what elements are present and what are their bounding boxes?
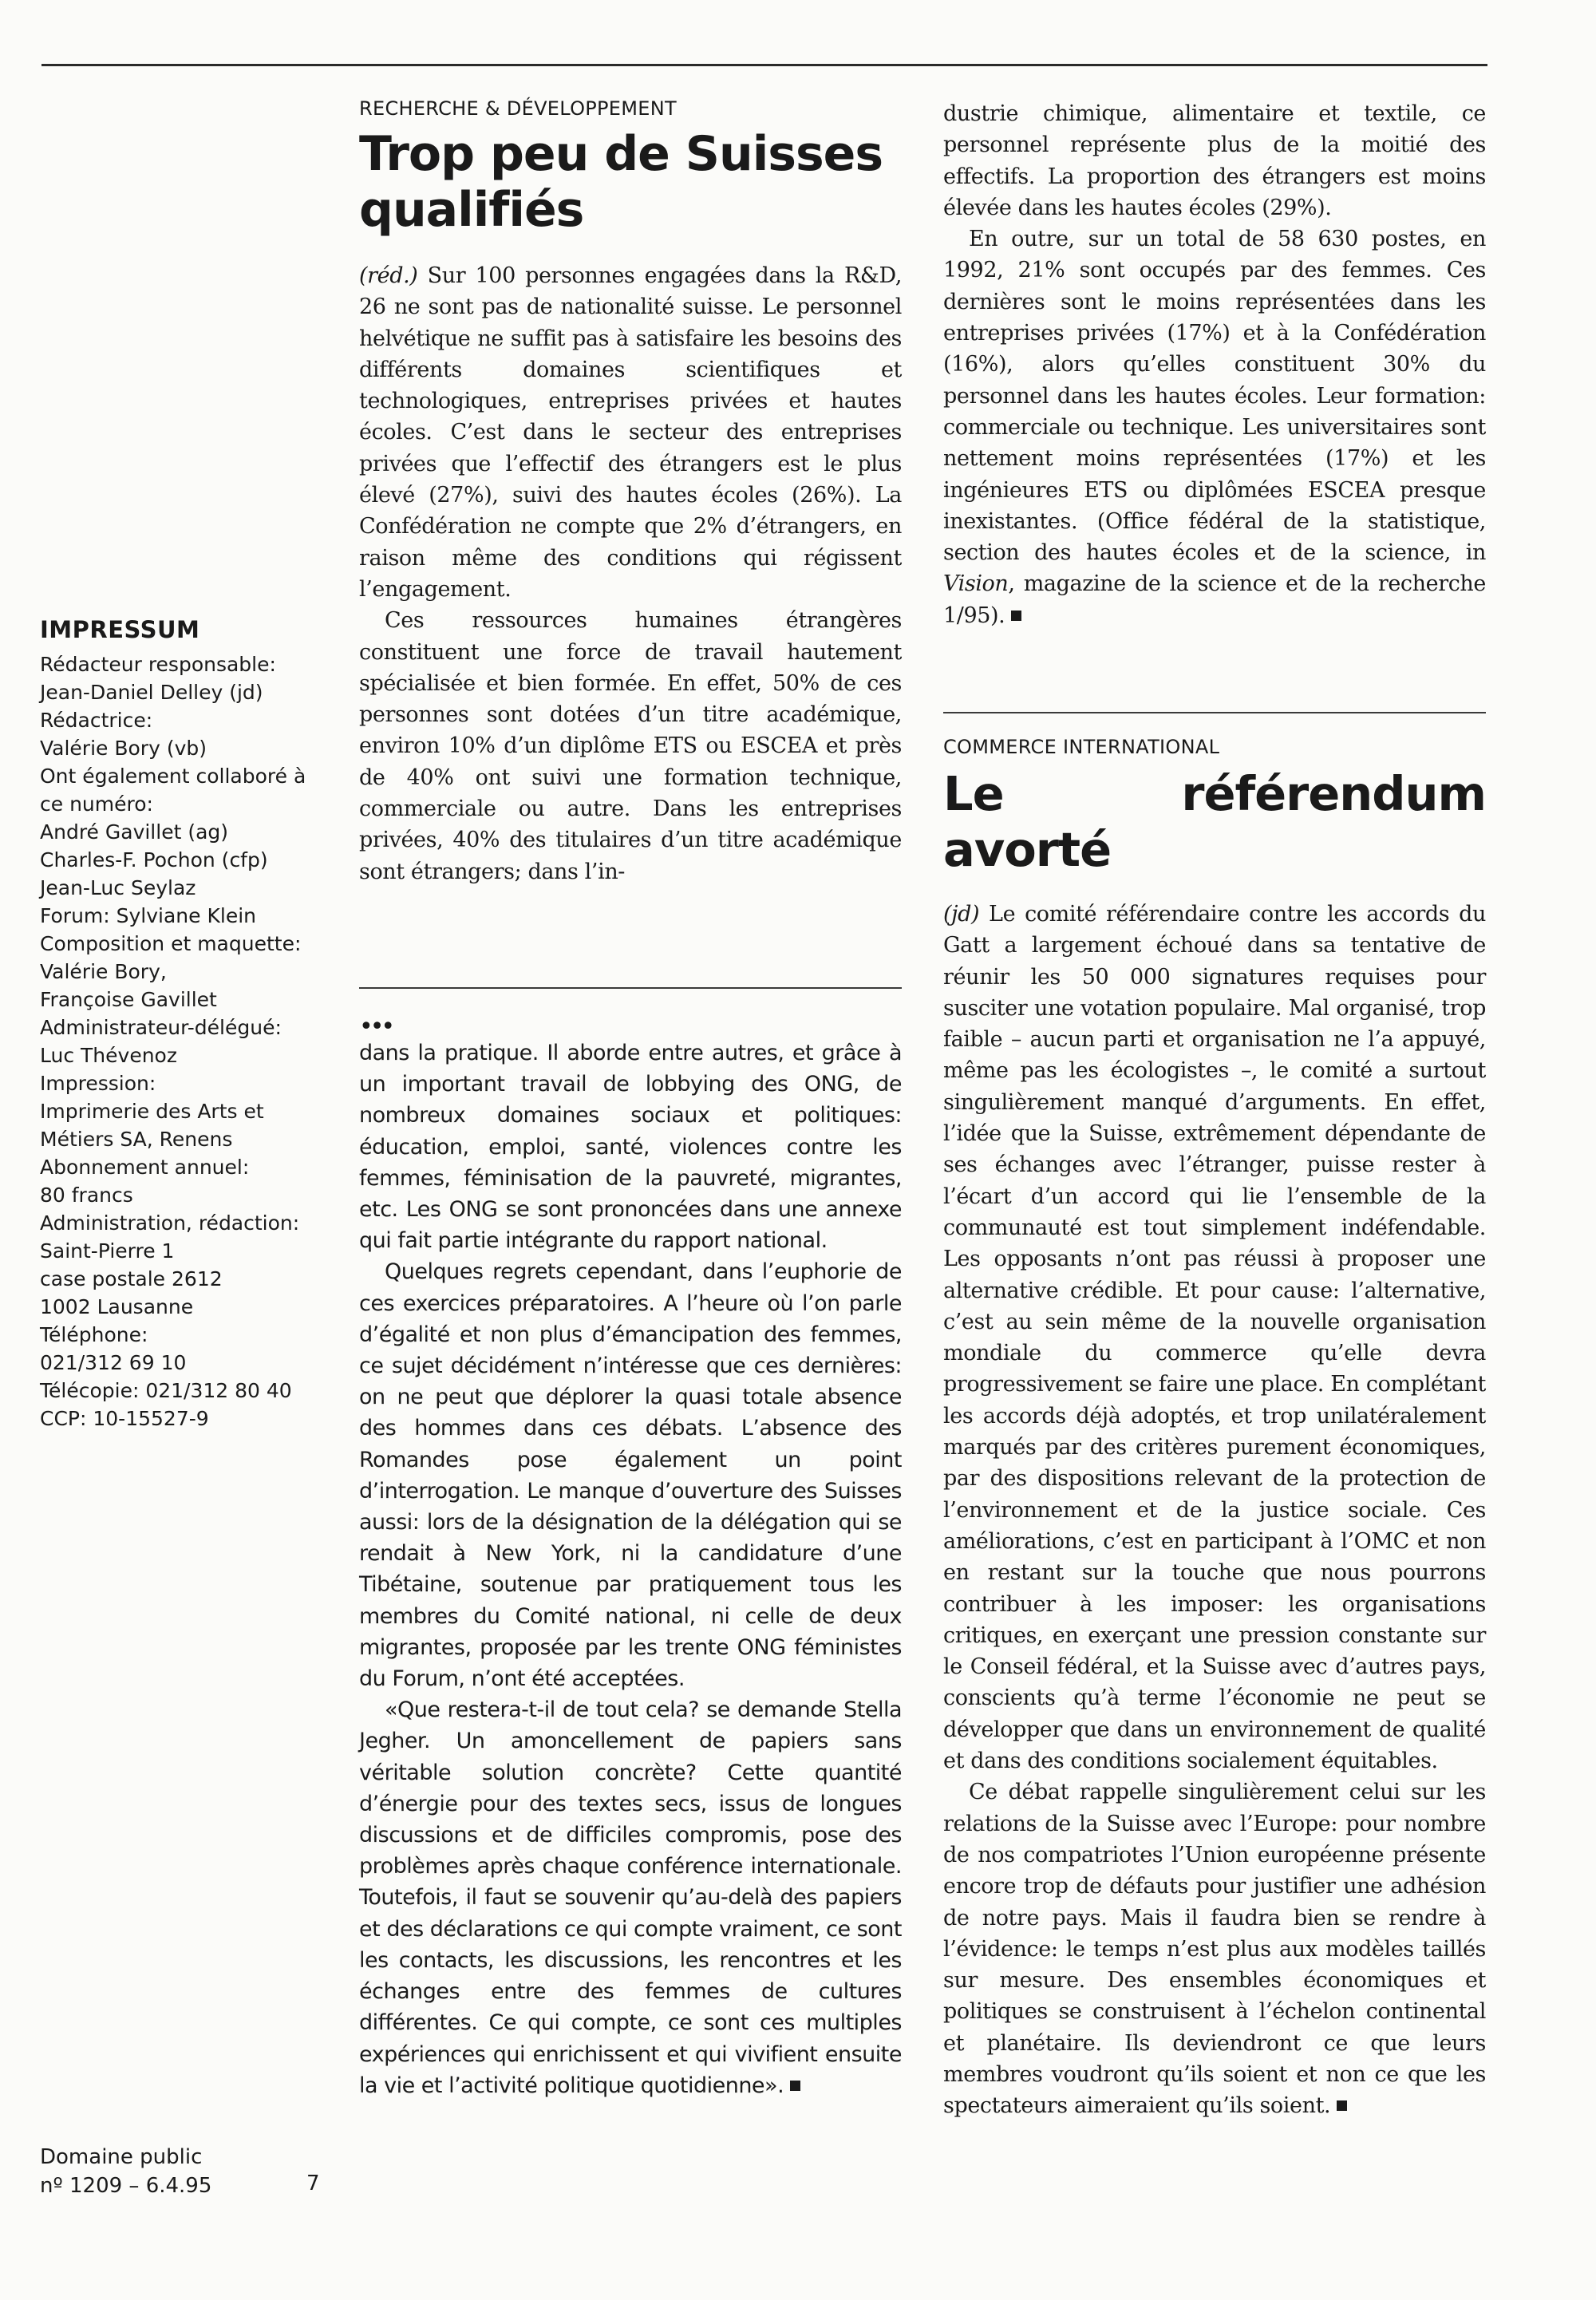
impressum-line: Forum: Sylviane Klein [40, 904, 256, 927]
impressum-line: Imprimerie des Arts et [40, 1100, 264, 1123]
article1-paragraph-text: En outre, sur un total de 58 630 postes, en 1992, 21% sont occupés par des femmes. Ces dernières sont le moins représentées dans les entreprises privées (17%) et à la Confédération (16%), alors qu’elles constituent 30% du personnel dans les hautes écoles. Leur formation: commerciale ou technique. Les universitaires sont nettement moins représentées (17%) et les ingénieures ETS ou diplômées ESCEA presque inexistantes. (Office fédéral de la statistique, section des hautes écoles et de la science, in [943, 227, 1486, 566]
impressum-line: Impression: [40, 1072, 156, 1095]
article1-kicker: RECHERCHE & DÉVELOPPEMENT [359, 97, 677, 120]
impressum-line: Composition et maquette: [40, 932, 302, 955]
impressum-line: Françoise Gavillet [40, 988, 217, 1011]
article2-title: Le référendum avorté [943, 766, 1486, 877]
top-rule [41, 64, 1487, 66]
article2-paragraph [943, 1776, 1486, 2121]
end-of-article-mark [790, 2081, 800, 2091]
article1-title-line2: qualifiés [359, 182, 584, 238]
article1-paragraph: dustrie chimique, alimentaire et textile, ce personnel représente plus de la moitié des effectifs. La proportion des étrangers est moins élevée dans les hautes écoles (29%). [943, 101, 1486, 220]
impressum-line: Abonnement annuel: [40, 1156, 250, 1179]
article1-paragraph-text: Sur 100 personnes engagées dans la R&D, 26 ne sont pas de nationalité suisse. Le personnel helvétique ne suffit pas à satisfaire les besoins des différents domaines scientifiques et technologiques, entreprises privées et hautes écoles. C’est dans le secteur des entreprises privées que l’effectif des étrangers est le plus élevé (27%), suivi des hautes écoles (26%). La Confédération ne compte que 2% d’étrangers, en raison même des conditions qui régissent l’engagement. [359, 263, 902, 602]
column-rule [359, 987, 902, 989]
article2-paragraph-text: Le comité référendaire contre les accords du Gatt a largement échoué dans sa tentative de réunir les 50 000 signatures requises pour susciter une votation populaire. Mal organisé, trop faible – aucun parti et organisation ne l’a appuyé, même pas les écologistes –, le comité a surtout singulièrement manqué d’arguments. En effet, l’idée que la Suisse, extrêmement dépendante de ses échanges avec l’étranger, puisse rester à l’écart d’un accord qui lie l’ensemble de la communauté est tout simplement indéfendable. Les opposants n’ont pas réussi à proposer une alternative crédible. Et pour cause: l’alternative, c’est au sein même de la nouvelle organisation mondiale du commerce qu’elle devra progressivement se faire une place. En complétant les accords déjà adoptés, et trop unilatéralement marqués par des critères purement économiques, par des dispositions relevant de la protection de l’environnement et de la justice sociale. Ces améliorations, c’est en participant à l’OMC et non en restant sur la touche que nous pourrons contribuer à les imposer: les organisations critiques, en exerçant une pression constante sur le Conseil fédéral, et la Suisse avec d’autres pays, conscients qu’à terme l’économie ne peut se développer que dans un environnement de qualité et dans des conditions socialement équitables. [943, 902, 1486, 1774]
impressum-line: Jean-Luc Seylaz [40, 876, 196, 899]
impressum-line: Métiers SA, Renens [40, 1128, 233, 1151]
impressum-line: 1002 Lausanne [40, 1295, 194, 1318]
end-of-article-mark [1337, 2100, 1347, 2111]
impressum-line: Valérie Bory (vb) [40, 737, 207, 760]
article1-paragraph: Ces ressources humaines étrangères constituent une force de travail hautement spécialisée et bien formée. En effet, 50% de ces personnes sont dotées d’un titre académique, environ 10% d’un diplôme ETS ou ESCEA et près de 40% ont suivi une formation technique, commerciale ou autre. Dans les entreprises privées, 40% des titulaires d’un titre académique sont étrangers; dans l’in- [359, 608, 902, 884]
impressum-line: case postale 2612 [40, 1267, 223, 1290]
impressum-line: Charles-F. Pochon (cfp) [40, 848, 268, 871]
column-rule [943, 712, 1486, 713]
article1-title-line1: Trop peu de Suisses [359, 126, 883, 182]
article1-body [359, 260, 902, 887]
article1-continued [943, 98, 1486, 631]
impressum-line: Administrateur-délégué: [40, 1016, 282, 1039]
impressum-lines [40, 650, 335, 1433]
page-number: 7 [306, 2172, 320, 2195]
article1-source-title: Vision [943, 571, 1009, 597]
impressum-line: André Gavillet (ag) [40, 820, 229, 844]
impressum-line: ce numéro: [40, 792, 153, 816]
continuation-paragraph: dans la pratique. Il aborde entre autres, et grâce à un important travail de lobbying des ONG, de nombreux domaines sociaux et politiques: éducation, emploi, santé, violences contre les femmes, féminisation de la pauvreté, migrantes, etc. Les ONG se sont prononcées dans une annexe qui fait partie intégrante du rapport national. [359, 1041, 902, 1254]
impressum-line: Rédactrice: [40, 709, 153, 732]
impressum-line: Valérie Bory, [40, 960, 167, 983]
article2-paragraph-text: Ce débat rappelle singulièrement celui sur les relations de la Suisse avec l’Europe: pour nombre de nos compatriotes l’Union européenne présente encore trop de défauts pour justifier une adhésion de notre pays. Mais il faudra bien se rendre à l’évidence: le temps n’est plus aux modèles taillés sur mesure. Des ensembles économiques et politiques se construisent à l’échelon continental et planétaire. Ils deviendront ce que leurs membres voudront qu’ils soient et non ce que les spectateurs aimeraient qu’ils soient. [943, 1780, 1486, 2119]
article-continuation [359, 1037, 902, 2101]
article2-kicker: COMMERCE INTERNATIONAL [943, 736, 1220, 758]
continuation-marker: ••• [359, 1013, 393, 1041]
impressum-line: Rédacteur responsable: [40, 653, 276, 676]
article2-body [943, 899, 1486, 2122]
impressum-line: CCP: 10-15527-9 [40, 1407, 209, 1430]
impressum-heading: IMPRESSUM [40, 616, 200, 643]
article1-title [359, 126, 902, 238]
article2-byline: (jd) [943, 902, 980, 927]
article1-paragraph-end: , magazine de la science et de la recherche 1/95). [943, 571, 1486, 628]
impressum-line: 80 francs [40, 1184, 133, 1207]
impressum-line: Téléphone: [40, 1323, 148, 1346]
footer-issue: nº 1209 – 6.4.95 [40, 2174, 212, 2198]
article1-paragraph [943, 223, 1486, 631]
article1-byline: (réd.) [359, 263, 418, 288]
article1-paragraph [359, 260, 902, 605]
continuation-paragraph: Quelques regrets cependant, dans l’euphorie de ces exercices préparatoires. A l’heure où l’on parle d’égalité et non plus d’émancipation des femmes, ce sujet décidément n’intéresse que ces dernières: on ne peut que déplorer la quasi totale absence des hommes dans ces débats. L’absence des Romandes pose également un point d’interrogation. Le manque d’ouverture des Suisses aussi: lors de la désignation de la délégation qui se rendait à New York, ni la candidature d’une Tibétaine, soutenue par pratiquement tous les membres du Comité national, ni celle de deux migrantes, proposée par les trente ONG féministes du Forum, n’ont été acceptées. [359, 1259, 902, 1692]
footer-publication-info [40, 2143, 335, 2200]
footer-publication-name: Domaine public [40, 2145, 203, 2169]
impressum-line: Télécopie: 021/312 80 40 [40, 1379, 292, 1402]
article-international-trade [943, 736, 1486, 2122]
impressum-line: Ont également collaboré à [40, 765, 306, 788]
continuation-paragraph-text: «Que restera-t-il de tout cela? se demande Stella Jegher. Un amoncellement de papiers sans véritable solution concrète? Cette quantité d’énergie pour des textes secs, issus de longues discussions et de difficiles compromis, pose des problèmes après chaque conférence internationale. Toutefois, il faut se souvenir qu’au-delà des papiers et des déclarations ce qui compte vraiment, ce sont les contacts, les discussions, les rencontres et les échanges entre des femmes de cultures différentes. Ce qui compte, ce sont ces multiples expériences qui enrichissent et qui vivifient ensuite la vie et l’activité politique quotidienne». [359, 1697, 902, 2098]
article-research-development [359, 97, 902, 887]
article2-paragraph [943, 899, 1486, 1776]
continuation-paragraph [359, 1694, 902, 2101]
end-of-article-mark [1011, 611, 1021, 621]
impressum-line: 021/312 69 10 [40, 1351, 187, 1374]
impressum-line: Administration, rédaction: [40, 1211, 300, 1235]
impressum-line: Jean-Daniel Delley (jd) [40, 681, 263, 704]
impressum-line: Luc Thévenoz [40, 1044, 177, 1067]
impressum-line: Saint-Pierre 1 [40, 1239, 175, 1263]
impressum [40, 616, 335, 1433]
